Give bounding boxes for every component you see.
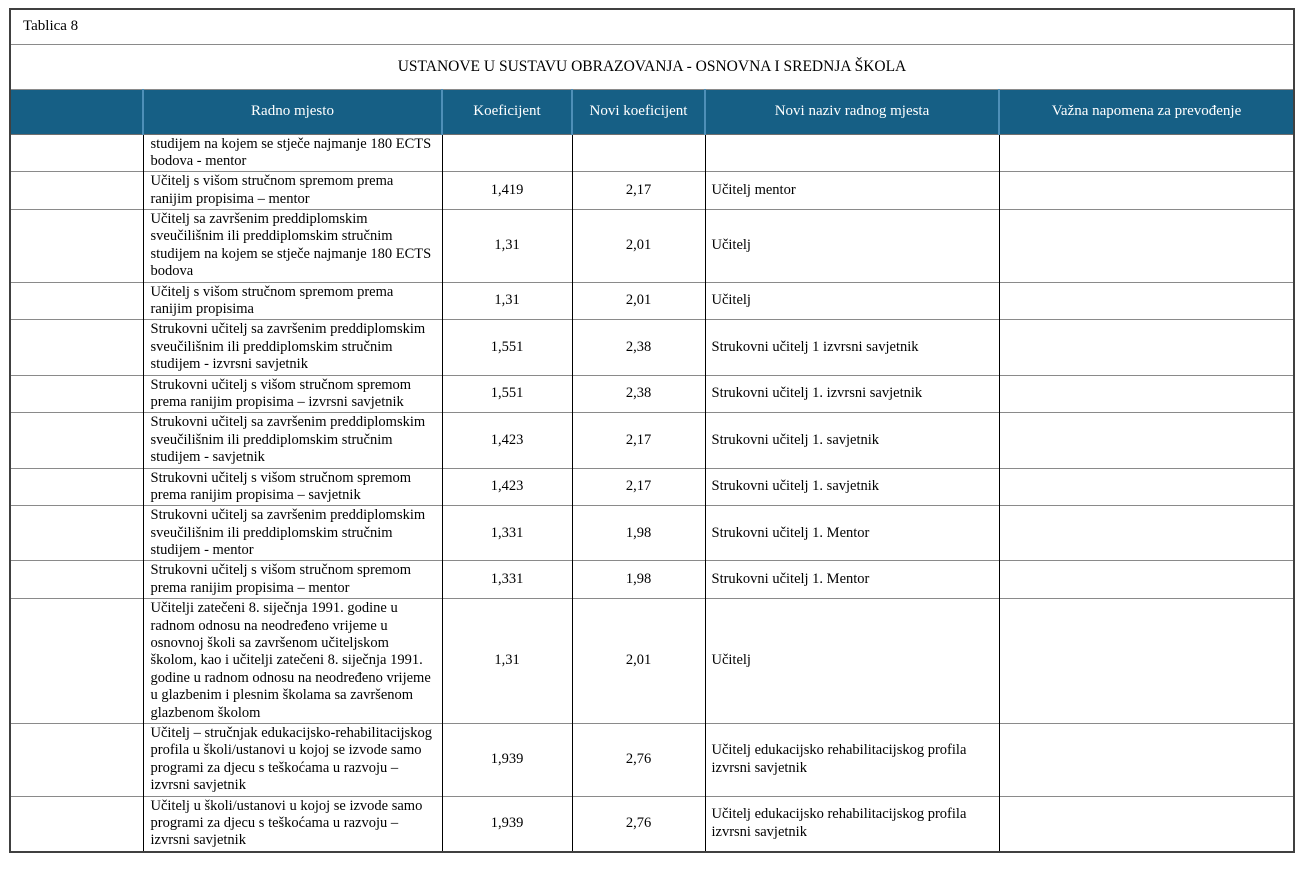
cell-novi-koeficijent: 2,01 [572,599,705,724]
cell-empty [10,724,143,797]
cell-novi-naziv: Strukovni učitelj 1 izvrsni savjetnik [705,320,999,375]
column-header-napomena: Važna napomena za prevođenje [999,89,1294,134]
table-title: USTANOVE U SUSTAVU OBRAZOVANJA - OSNOVNA I SREDNJA ŠKOLA [10,44,1294,89]
column-header-radno-mjesto: Radno mjesto [143,89,442,134]
cell-novi-naziv: Strukovni učitelj 1. izvrsni savjetnik [705,375,999,413]
column-header-koeficijent: Koeficijent [442,89,572,134]
table-row [10,561,1294,599]
cell-radno-mjesto: Učitelji zatečeni 8. siječnja 1991. godine u radnom odnosu na neodređeno vrijeme u osnovnoj školi sa završenom učiteljskom školom, kao i učitelji zatečeni 8. siječnja 1991. godine u radnom odnosu na neodređeno vrijeme u glazbenim i plesnim školama sa završenom glazbenom školom [143,599,442,724]
cell-koeficijent: 1,423 [442,468,572,506]
cell-radno-mjesto: Učitelj s višom stručnom spremom prema ranijim propisima [143,282,442,320]
cell-novi-naziv: Učitelj [705,282,999,320]
cell-empty [10,375,143,413]
cell-radno-mjesto: Strukovni učitelj s višom stručnom spremom prema ranijim propisima – savjetnik [143,468,442,506]
cell-koeficijent: 1,423 [442,413,572,468]
cell-empty [10,210,143,283]
table-label-row [10,9,1294,44]
cell-empty [10,134,143,172]
cell-novi-koeficijent: 2,01 [572,210,705,283]
cell-novi-koeficijent: 2,17 [572,172,705,210]
table-row [10,320,1294,375]
table-label: Tablica 8 [10,9,1294,44]
table-row [10,796,1294,852]
cell-radno-mjesto: Učitelj s višom stručnom spremom prema ranijim propisima – mentor [143,172,442,210]
cell-napomena [999,134,1294,172]
cell-empty [10,468,143,506]
cell-novi-naziv: Učitelj [705,210,999,283]
cell-radno-mjesto: Strukovni učitelj s višom stručnom spremom prema ranijim propisima – mentor [143,561,442,599]
cell-empty [10,413,143,468]
table-row [10,468,1294,506]
cell-koeficijent: 1,551 [442,375,572,413]
cell-novi-naziv: Učitelj edukacijsko rehabilitacijskog profila izvrsni savjetnik [705,796,999,852]
cell-napomena [999,320,1294,375]
table-row [10,413,1294,468]
cell-novi-naziv: Strukovni učitelj 1. Mentor [705,561,999,599]
cell-novi-koeficijent: 1,98 [572,506,705,561]
column-header-novi-koeficijent: Novi koeficijent [572,89,705,134]
cell-novi-koeficijent: 2,01 [572,282,705,320]
cell-koeficijent: 1,31 [442,282,572,320]
cell-koeficijent: 1,31 [442,210,572,283]
cell-novi-naziv [705,134,999,172]
cell-empty [10,282,143,320]
cell-napomena [999,724,1294,797]
cell-koeficijent: 1,331 [442,561,572,599]
table-body [10,134,1294,852]
cell-novi-naziv: Strukovni učitelj 1. savjetnik [705,413,999,468]
cell-napomena [999,172,1294,210]
cell-radno-mjesto: studijem na kojem se stječe najmanje 180 ECTS bodova - mentor [143,134,442,172]
cell-koeficijent: 1,551 [442,320,572,375]
cell-koeficijent: 1,419 [442,172,572,210]
cell-empty [10,172,143,210]
cell-koeficijent: 1,939 [442,724,572,797]
table-row [10,134,1294,172]
table-row [10,375,1294,413]
cell-koeficijent: 1,939 [442,796,572,852]
cell-radno-mjesto: Strukovni učitelj sa završenim preddiplomskim sveučilišnim ili preddiplomskim stručnim studijem - savjetnik [143,413,442,468]
cell-novi-naziv: Učitelj mentor [705,172,999,210]
cell-koeficijent: 1,331 [442,506,572,561]
cell-novi-naziv: Strukovni učitelj 1. savjetnik [705,468,999,506]
table-row [10,506,1294,561]
column-header-novi-naziv: Novi naziv radnog mjesta [705,89,999,134]
cell-radno-mjesto: Strukovni učitelj s višom stručnom spremom prema ranijim propisima – izvrsni savjetnik [143,375,442,413]
cell-radno-mjesto: Strukovni učitelj sa završenim preddiplomskim sveučilišnim ili preddiplomskim stručnim studijem - izvrsni savjetnik [143,320,442,375]
cell-novi-koeficijent: 2,76 [572,796,705,852]
cell-napomena [999,561,1294,599]
table-row [10,724,1294,797]
column-header-empty [10,89,143,134]
cell-novi-koeficijent [572,134,705,172]
column-header-row [10,89,1294,134]
cell-napomena [999,506,1294,561]
cell-empty [10,561,143,599]
cell-napomena [999,468,1294,506]
cell-novi-koeficijent: 1,98 [572,561,705,599]
cell-novi-koeficijent: 2,76 [572,724,705,797]
table-row [10,599,1294,724]
table-row [10,172,1294,210]
table-row [10,210,1294,283]
cell-empty [10,506,143,561]
cell-koeficijent: 1,31 [442,599,572,724]
cell-novi-naziv: Učitelj edukacijsko rehabilitacijskog profila izvrsni savjetnik [705,724,999,797]
cell-radno-mjesto: Učitelj sa završenim preddiplomskim sveučilišnim ili preddiplomskim stručnim studijem na kojem se stječe najmanje 180 ECTS bodova [143,210,442,283]
cell-empty [10,320,143,375]
cell-novi-koeficijent: 2,17 [572,468,705,506]
table-row [10,282,1294,320]
cell-novi-naziv: Učitelj [705,599,999,724]
cell-napomena [999,413,1294,468]
cell-novi-koeficijent: 2,38 [572,320,705,375]
cell-napomena [999,599,1294,724]
cell-radno-mjesto: Strukovni učitelj sa završenim preddiplomskim sveučilišnim ili preddiplomskim stručnim studijem - mentor [143,506,442,561]
table-title-row [10,44,1294,89]
cell-empty [10,599,143,724]
cell-novi-naziv: Strukovni učitelj 1. Mentor [705,506,999,561]
cell-napomena [999,210,1294,283]
cell-napomena [999,375,1294,413]
tablica-8-table [9,8,1295,853]
cell-empty [10,796,143,852]
cell-novi-koeficijent: 2,17 [572,413,705,468]
cell-novi-koeficijent: 2,38 [572,375,705,413]
cell-napomena [999,796,1294,852]
cell-radno-mjesto: Učitelj u školi/ustanovi u kojoj se izvode samo programi za djecu s teškoćama u razvoju – izvrsni savjetnik [143,796,442,852]
cell-radno-mjesto: Učitelj – stručnjak edukacijsko-rehabilitacijskog profila u školi/ustanovi u kojoj se izvode samo programi za djecu s teškoćama u razvoju – izvrsni savjetnik [143,724,442,797]
cell-napomena [999,282,1294,320]
cell-koeficijent [442,134,572,172]
